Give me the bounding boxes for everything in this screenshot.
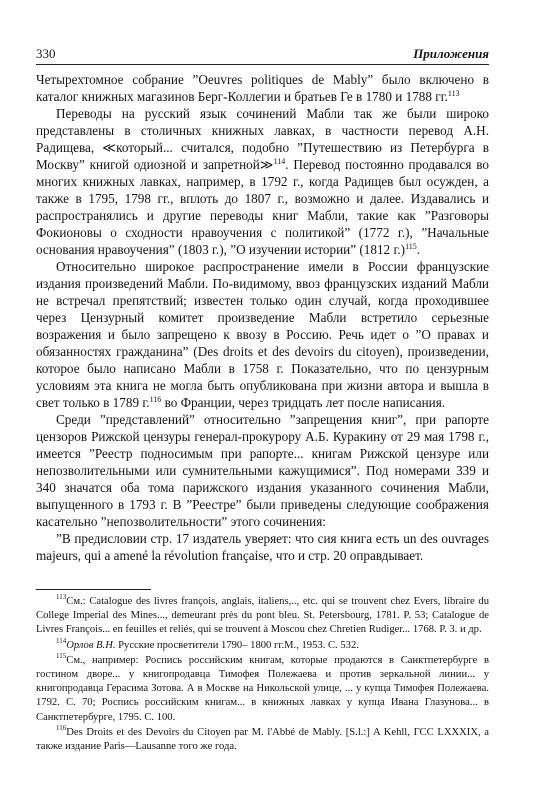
footnote — [36, 636, 489, 653]
text-run: . Перевод постоянно продавался во многих книжных лавках, например, в 1792 г., когда Радищев был осужден, а также в 1795, 1798 гг., вплоть до 1807 г., возможно и далее. Издавались и распространялись и другие переводы книг Мабли, такие как ”Разговоры Фокионовы о сходности нравоучения с политикой” (1772 г.), ”Начальные основания нравоучения” (1803 г.), ”О изучении истории” (1812 г.) — [36, 157, 490, 257]
footnote-ref: 116 — [149, 395, 162, 404]
author-name: Орлов В.Н. — [66, 639, 116, 651]
footnote-ref: 115 — [56, 651, 67, 660]
page-header — [36, 44, 489, 65]
body-paragraph — [36, 411, 489, 530]
footnote-ref: 113 — [56, 593, 67, 601]
text-run: Русские просветители 1790– 1800 гг.М., 1953. С. 532. — [115, 639, 359, 651]
footnote-ref: 114 — [273, 157, 286, 166]
footnotes — [36, 595, 489, 755]
running-title: Приложения — [413, 46, 489, 61]
text-run: См.: Catalogue des livres françois, anglais, italiens,.., etc. qui se trouvent chez Evers, libraire du College Imperial des Mines..., demeurant près du pont bleu. St. Petersbourg, 1781. P. 53; Catalogue de Livres François... en feuilles et reliés, qui se trouvent à Moscou chez Chretien Rudiger... 1768. P. 3. и др. — [36, 596, 489, 636]
footnote-ref: 115 — [405, 242, 417, 251]
text-run: во Франции, через тридцать лет после написания. — [161, 395, 446, 410]
main-text — [36, 71, 489, 564]
footnote-ref: 114 — [56, 636, 67, 645]
text-run: Четырехтомное собрание ”Oeuvres politiques de Mably” было включено в каталог книжных магазинов Берг-Коллегии и братьев Ге в 1780 и 1788 гг. — [36, 72, 489, 104]
footnote-ref: 113 — [447, 89, 460, 98]
body-paragraph — [36, 71, 489, 105]
footnote-divider — [36, 589, 151, 590]
page-number: 330 — [36, 46, 56, 61]
text-run: См., например: Роспись российским книгам, которые продаются в Санктпетербурге в гостином дворе... у книгопродавца Тимофея Полежаева и против зеркальной линии... у книгопродавца Герасима Зотова. А в Москве на Никольской улице, ... у купца Тимофея Полежаева. 1792. С. 70; Роспись российским книгам... в книжных лавках у купца Ивана Глазунова... в Санктпетербурге, 1795. С. 100. — [36, 654, 489, 723]
body-paragraph — [36, 258, 489, 411]
text-run: ”В предисловии стр. 17 издатель уверяет: что сия книга есть un des ouvrages majeurs, qui a amené la révolution française, что и стр. 20 оправдывает. — [36, 531, 489, 563]
body-paragraph — [36, 530, 489, 564]
text-run: Переводы на русский язык сочинений Мабли так же были широко представлены в столичных книжных лавках, в частности перевод А.Н. Радищева, ≪который... считался, подобно ”Путешествию из Петербурга в Москву” книгой одиозной и запретной≫ — [36, 106, 489, 172]
text-run: Des Droits et des Devoirs du Citoyen par M. l'Abbé de Mably. [S.l.:] A Kehll, ГСС LXXXIX, а также издание Paris—Lausanne того же года. — [36, 726, 489, 753]
footnote — [36, 595, 489, 638]
footnote — [36, 723, 489, 754]
footnote-ref: 116 — [56, 723, 67, 732]
text-run: Среди ”представлений” относительно ”запрещения книг”, при рапорте цензоров Рижской цензуры генерал-прокурору А.Б. Куракину от 29 мая 1798 г., имеется ”Реестр подносимым при рапорте... книгам Рижской цензуре или непозволительными или сумнительными кажущимися”. Под номерами 339 и 340 значатся оба тома парижского издания указанного сочинения Мабли, выпущенного в 1793 г. В ”Реестре” были приведены следующие соображения касательно ”непозволительности” этого сочинения: — [36, 412, 489, 529]
body-paragraph — [36, 105, 489, 258]
text-run: Относительно широкое распространение имели в России французские издания произведений Мабли. По-видимому, ввоз французских изданий Мабли не встречал препятствий; известен только один случай, когда проходившее через Цензурный комитет произведение Мабли встретило серьезные возражения и было запрещено к ввозу в Россию. Речь идет о ”О правах и обязанностях гражданина” (Des droits et des devoirs du citoyen), произведении, которое было написано Мабли в 1758 г. Показательно, что по цензурным условиям эта книга не могла быть опубликована при жизни автора и вышла в свет только в 1789 г. — [36, 259, 489, 410]
footnote — [36, 651, 489, 725]
text-run: . — [416, 242, 421, 257]
